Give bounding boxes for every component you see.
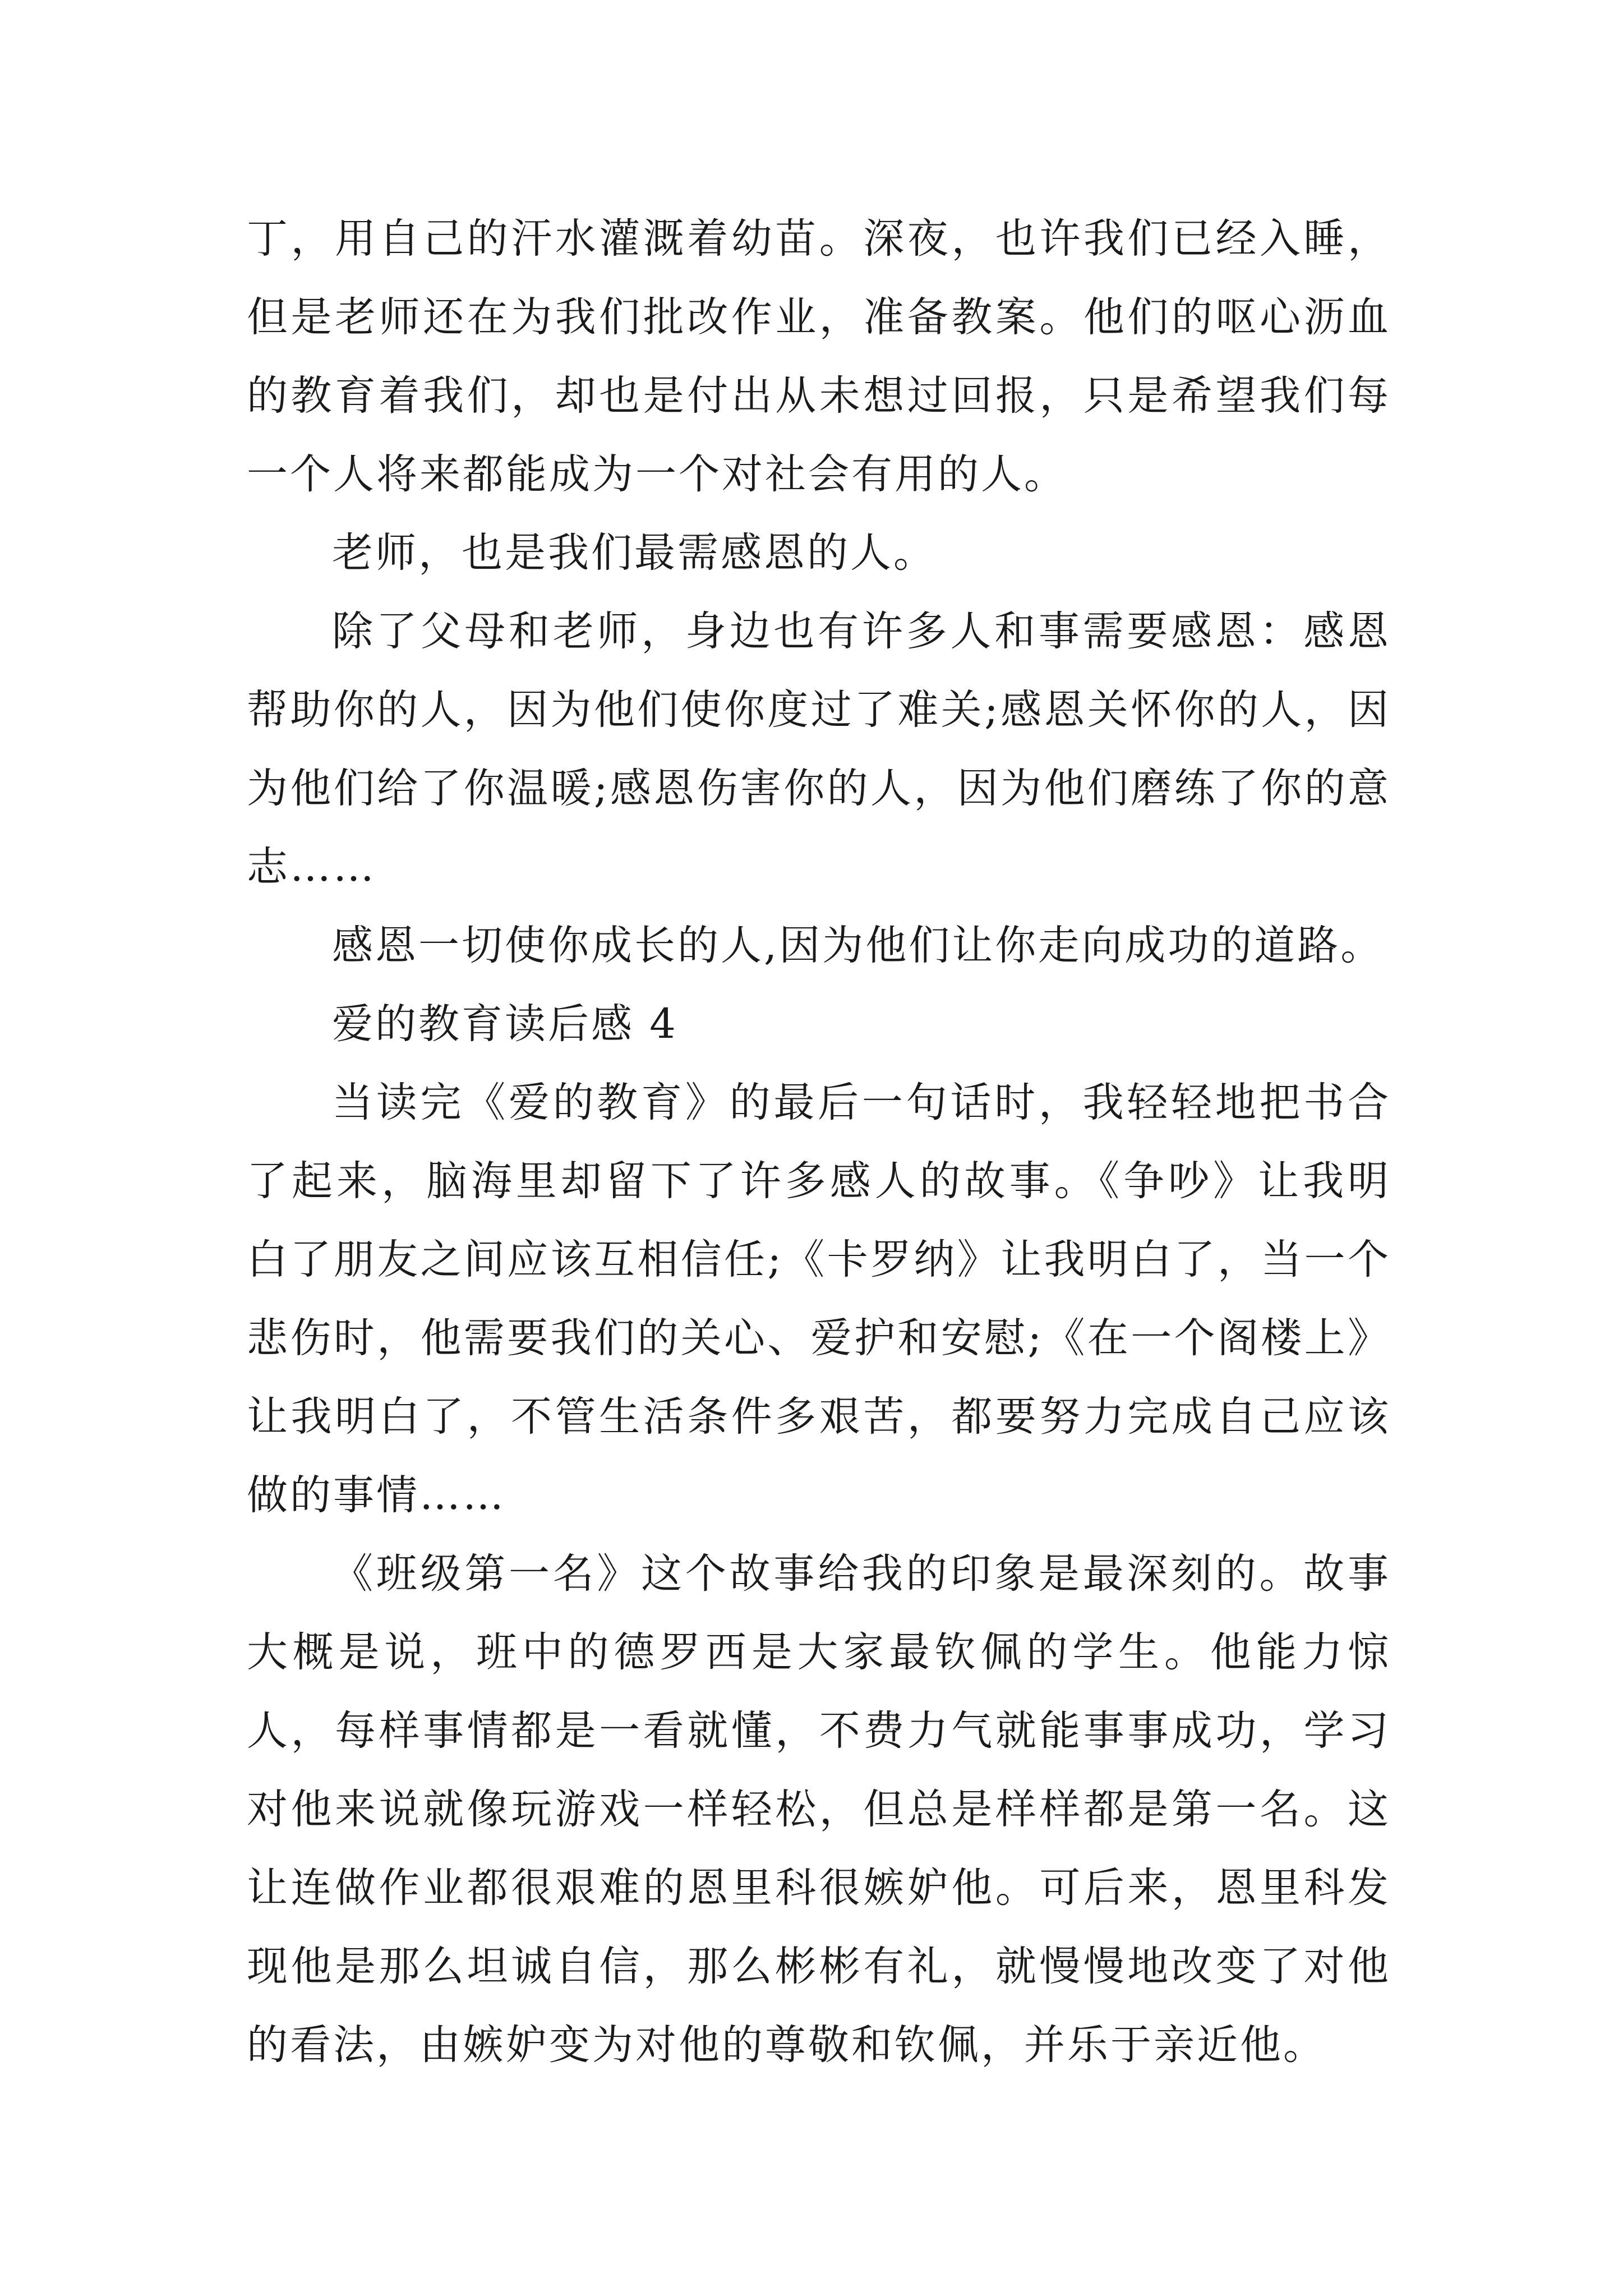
paragraph-5: 当读完《爱的教育》的最后一句话时，我轻轻地把书合了起来，脑海里却留下了许多感人的故事。《争吵》让我明白了朋友之间应该互相信任;《卡罗纳》让我明白了，当一个悲伤时，他需要我们的关心、爱护和安慰;《在一个阁楼上》让我明白了，不管生活条件多艰苦，都要努力完成自己应该做的事情……	[247, 1079, 1391, 1519]
paragraph-4: 感恩一切使你成长的人,因为他们让你走向成功的道路。	[332, 922, 1384, 969]
document-body	[247, 200, 1391, 2085]
paragraph-3: 除了父母和老师，身边也有许多人和事需要感恩：感恩帮助你的人，因为他们使你度过了难关;感恩关怀你的人，因为他们给了你温暖;感恩伤害你的人，因为他们磨练了你的意志……	[247, 608, 1391, 891]
paragraph-1: 丁，用自己的汗水灌溉着幼苗。深夜，也许我们已经入睡，但是老师还在为我们批改作业，准备教案。他们的呕心沥血的教育着我们，却也是付出从未想过回报，只是希望我们每一个人将来都能成为一个对社会有用的人。	[247, 215, 1391, 498]
paragraph-2: 老师，也是我们最需感恩的人。	[332, 529, 937, 577]
paragraph-6: 《班级第一名》这个故事给我的印象是最深刻的。故事大概是说，班中的德罗西是大家最钦佩的学生。他能力惊人，每样事情都是一看就懂，不费力气就能事事成功，学习对他来说就像玩游戏一样轻松，但总是样样都是第一名。这让连做作业都很艰难的恩里科很嫉妒他。可后来，恩里科发现他是那么坦诚自信，那么彬彬有礼，就慢慢地改变了对他的看法，由嫉妒变为对他的尊敬和钦佩，并乐于亲近他。	[247, 1550, 1391, 2069]
section-heading: 爱的教育读后感 4	[332, 1000, 678, 1048]
